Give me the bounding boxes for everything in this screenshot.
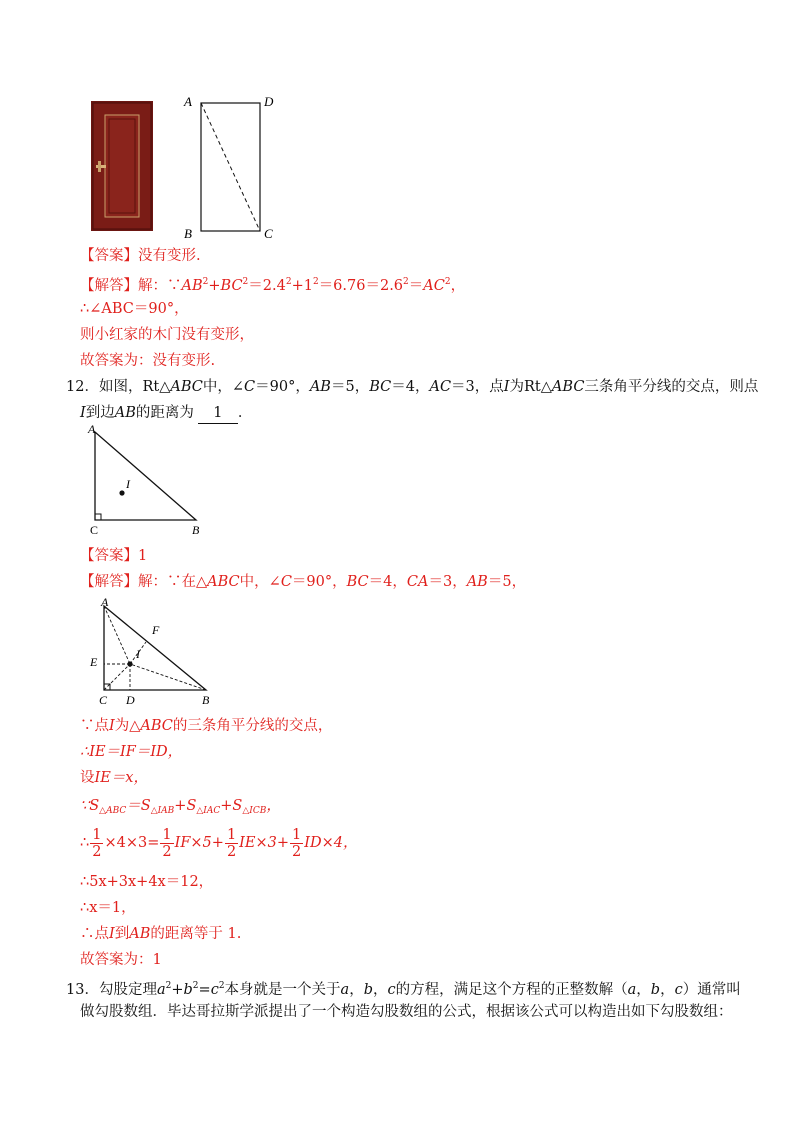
fig1-label-C: C xyxy=(90,523,99,537)
q12-answer: 【答案】1 xyxy=(80,548,148,564)
fig2-label-C: C xyxy=(99,693,108,707)
q12-step8: ∴点I到AB的距离等于 1. xyxy=(80,926,242,942)
triangle-figure-1 xyxy=(86,420,216,540)
rectangle-figure xyxy=(180,92,280,244)
label-D: D xyxy=(264,94,274,109)
q11-answer: 【答案】没有变形. xyxy=(80,248,201,264)
fig2-label-A: A xyxy=(101,595,109,609)
q11-solution-line4: 故答案为：没有变形. xyxy=(80,353,216,369)
fig2-label-I: I xyxy=(136,647,140,661)
fig1-label-B: B xyxy=(192,523,200,537)
door-image xyxy=(91,101,153,231)
answer-blank: 1 xyxy=(198,403,238,424)
q12-step1: ∵点I为△ABC的三条角平分线的交点， xyxy=(80,718,333,734)
door-illustration xyxy=(91,101,153,231)
q12-step5: ∴ $\frac{1}{2}$ ×4×3= $\frac{1}{2}$ IF×5+ $\frac{1}{2}$ IE×3+ $\frac{1}{2}$ ID×4， xyxy=(80,826,358,860)
fig1-label-I: I xyxy=(126,477,130,491)
label-A: A xyxy=(184,94,192,109)
q11-solution-line1: 【解答】解：$\because AB^2+BC^2=2.4^2+1^2=6.76=2.6^2=AC^2$， xyxy=(80,277,466,294)
q12-step3: 设IE＝x， xyxy=(80,770,148,786)
q12-step4: $\because S_{\triangle ABC}=S_{\triangle IAB}+S_{\triangle IAC}+S_{\triangle ICB}$， xyxy=(80,798,281,816)
label-C: C xyxy=(264,226,273,241)
q11-solution-line2: ∴∠ABC＝90°， xyxy=(80,301,189,317)
fig2-label-F: F xyxy=(152,623,160,637)
q12-stem-line1: 12．如图，Rt△ABC中，∠C＝90°，AB＝5，BC＝4，AC＝3，点I为Rt△ABC三条角平分线的交点，则点 xyxy=(66,379,759,395)
q12-step7: ∴x＝1， xyxy=(80,900,136,916)
q13-line1: 13．勾股定理$a^2+b^2=c^2$本身就是一个关于a，b，c的方程，满足这个方程的正整数解（a，b，c）通常叫 xyxy=(66,981,741,998)
q11-solution-line3: 则小红家的木门没有变形， xyxy=(80,327,254,343)
q12-solution-line1: 【解答】解：∵在△ABC中，∠C＝90°，BC＝4，CA＝3，AB＝5， xyxy=(80,574,527,590)
triangle-figure-2 xyxy=(88,594,218,710)
label-B: B xyxy=(184,226,192,241)
q12-step2: ∴IE＝IF＝ID， xyxy=(80,744,183,760)
fig2-label-E: E xyxy=(90,655,98,669)
fig1-label-A: A xyxy=(88,422,96,436)
q12-step6: ∴5x+3x+4x＝12， xyxy=(80,874,214,890)
q12-step9: 故答案为：1 xyxy=(80,952,162,968)
q13-line2: 做勾股数组．毕达哥拉斯学派提出了一个构造勾股数组的公式，根据该公式可以构造出如下勾股数组： xyxy=(80,1004,733,1020)
fig2-label-B: B xyxy=(202,693,210,707)
fig2-label-D: D xyxy=(126,693,135,707)
q12-stem-line2: I到边AB的距离为 1 ． xyxy=(80,403,252,424)
